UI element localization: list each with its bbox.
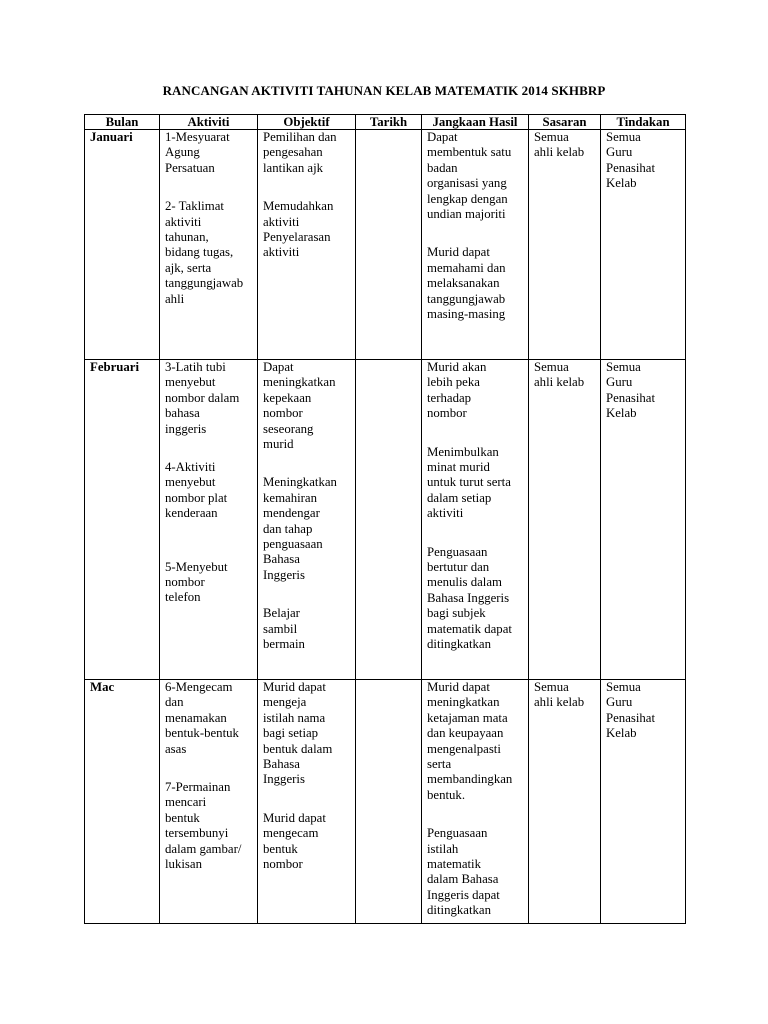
header-tarikh: Tarikh bbox=[356, 115, 422, 130]
jangkaan-item: Murid akan lebih peka terhadap nombor bbox=[427, 360, 487, 421]
header-objektif: Objektif bbox=[258, 115, 356, 130]
objektif-cell bbox=[258, 130, 356, 360]
tindakan-cell: Semua Guru Penasihat Kelab bbox=[601, 680, 686, 924]
jangkaan-item: Murid dapat meningkatkan ketajaman mata dan keupayaan mengenalpasti serta membandingkan bentuk. bbox=[427, 680, 513, 802]
jangkaan-item: Penguasaan istilah matematik dalam Bahasa Inggeris dapat ditingkatkan bbox=[427, 826, 500, 918]
header-bulan: Bulan bbox=[85, 115, 160, 130]
objektif-item: Murid dapat mengeja istilah nama bagi setiap bentuk dalam Bahasa Inggeris bbox=[263, 680, 333, 787]
aktiviti-item: 3-Latih tubi menyebut nombor dalam bahasa inggeris bbox=[165, 360, 240, 436]
objektif-item: Pemilihan dan pengesahan lantikan ajk bbox=[263, 130, 337, 175]
tindakan-cell: Semua Guru Penasihat Kelab bbox=[601, 130, 686, 360]
jangkaan-item: Penguasaan bertutur dan menulis dalam Bahasa Inggeris bagi subjek matematik dapat ditingkatkan bbox=[427, 544, 512, 652]
objektif-item: Dapat meningkatkan kepekaan nombor seseorang murid bbox=[263, 360, 336, 452]
jangkaan-item: Menimbulkan minat murid untuk turut serta dalam setiap aktiviti bbox=[427, 444, 511, 521]
table-header-row bbox=[85, 115, 686, 130]
table-row-mac bbox=[85, 680, 686, 924]
aktiviti-item: 6-Mengecam dan menamakan bentuk-bentuk asas bbox=[165, 680, 239, 756]
sasaran-cell: Semua ahli kelab bbox=[529, 680, 601, 924]
sasaran-cell: Semua ahli kelab bbox=[529, 130, 601, 360]
aktiviti-item: 7-Permainan mencari bentuk tersembunyi dalam gambar/ lukisan bbox=[165, 780, 242, 872]
tarikh-cell bbox=[356, 680, 422, 924]
jangkaan-item: Murid dapat memahami dan melaksanakan tanggungjawab masing-masing bbox=[427, 245, 506, 322]
header-sasaran: Sasaran bbox=[529, 115, 601, 130]
tarikh-cell bbox=[356, 130, 422, 360]
jangkaan-hasil-cell bbox=[422, 360, 529, 680]
aktiviti-cell bbox=[160, 130, 258, 360]
aktiviti-cell bbox=[160, 680, 258, 924]
jangkaan-item: Dapat membentuk satu badan organisasi yang lengkap dengan undian majoriti bbox=[427, 130, 512, 222]
tarikh-cell bbox=[356, 360, 422, 680]
month-cell: Februari bbox=[85, 360, 160, 680]
activity-plan-table bbox=[84, 114, 686, 924]
aktiviti-item: 2- Taklimat aktiviti tahunan, bidang tugas, ajk, serta tanggungjawab ahli bbox=[165, 199, 244, 306]
header-jangkaan-hasil: Jangkaan Hasil bbox=[422, 115, 529, 130]
objektif-cell bbox=[258, 680, 356, 924]
sasaran-cell: Semua ahli kelab bbox=[529, 360, 601, 680]
aktiviti-item: 4-Aktiviti menyebut nombor plat kenderaan bbox=[165, 460, 228, 521]
header-aktiviti: Aktiviti bbox=[160, 115, 258, 130]
objektif-cell bbox=[258, 360, 356, 680]
aktiviti-cell bbox=[160, 360, 258, 680]
jangkaan-hasil-cell bbox=[422, 680, 529, 924]
aktiviti-item: 1-Mesyuarat Agung Persatuan bbox=[165, 130, 230, 175]
month-cell: Januari bbox=[85, 130, 160, 360]
table-row-januari bbox=[85, 130, 686, 360]
document-title: RANCANGAN AKTIVITI TAHUNAN KELAB MATEMATIK 2014 SKHBRP bbox=[162, 83, 606, 98]
objektif-item: Murid dapat mengecam bentuk nombor bbox=[263, 810, 326, 872]
tindakan-cell: Semua Guru Penasihat Kelab bbox=[601, 360, 686, 680]
header-tindakan: Tindakan bbox=[601, 115, 686, 130]
aktiviti-item: 5-Menyebut nombor telefon bbox=[165, 559, 228, 605]
objektif-item: Meningkatkan kemahiran mendengar dan tahap penguasaan Bahasa Inggeris bbox=[263, 475, 337, 582]
month-cell: Mac bbox=[85, 680, 160, 924]
objektif-item: Belajar sambil bermain bbox=[263, 606, 305, 652]
jangkaan-hasil-cell bbox=[422, 130, 529, 360]
objektif-item: Memudahkan aktiviti Penyelarasan aktiviti bbox=[263, 199, 334, 260]
table-row-februari bbox=[85, 360, 686, 680]
